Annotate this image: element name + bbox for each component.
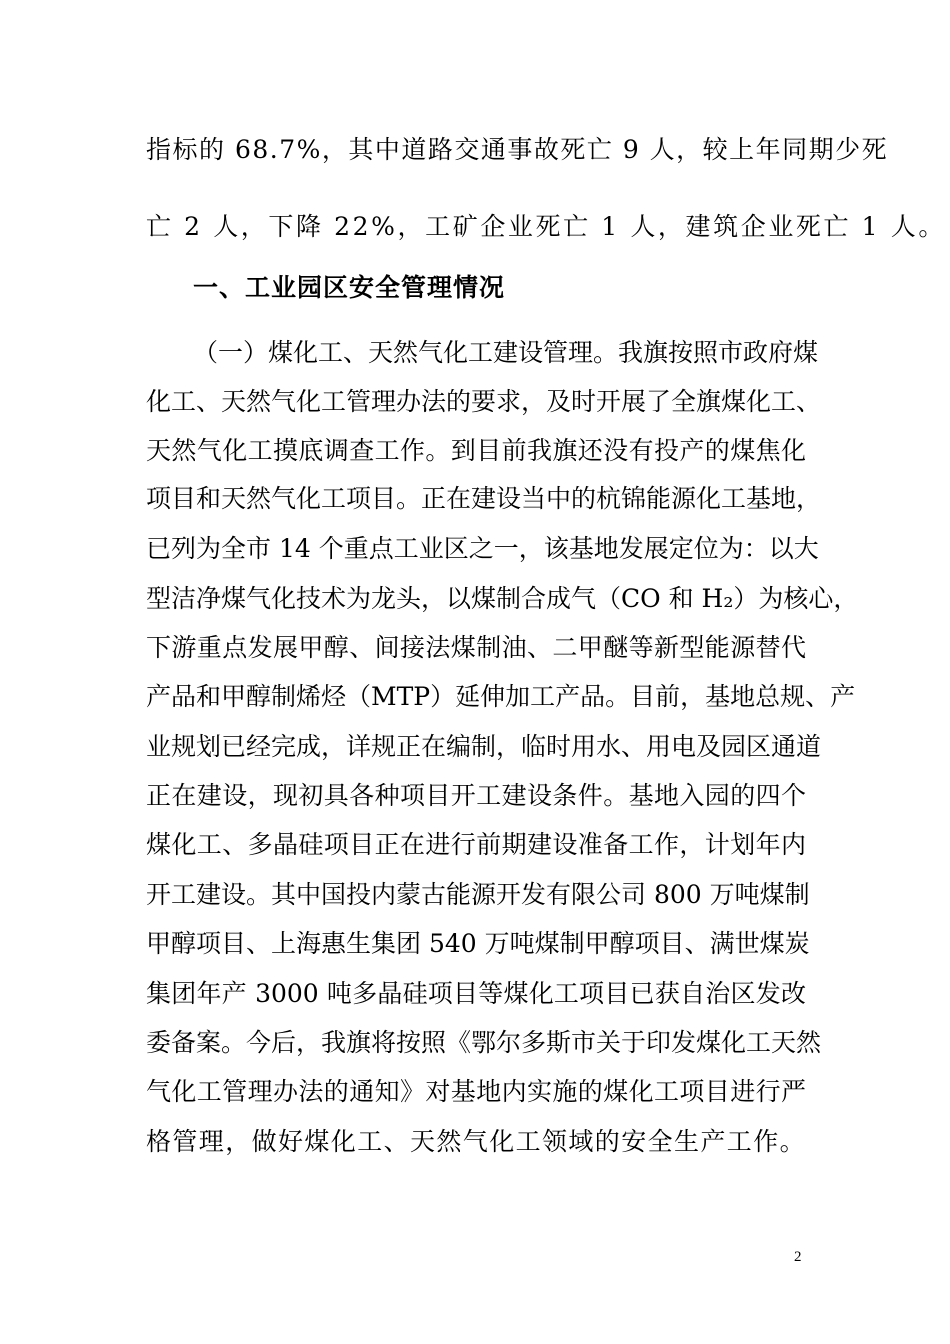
section-heading: 一、工业园区安全管理情况 xyxy=(193,273,506,302)
paragraph-line: 业规划已经完成，详规正在编制，临时用水、用电及园区通道 xyxy=(146,732,822,761)
paragraph-line: 产品和甲醇制烯烃（MTP）延伸加工产品。目前，基地总规、产 xyxy=(146,682,856,711)
paragraph-line: 已列为全市 14 个重点工业区之一，该基地发展定位为：以大 xyxy=(146,534,819,563)
paragraph-line: 开工建设。其中国投内蒙古能源开发有限公司 800 万吨煤制 xyxy=(146,880,810,909)
paragraph-line: 下游重点发展甲醇、间接法煤制油、二甲醚等新型能源替代 xyxy=(146,633,806,662)
paragraph-line: 集团年产 3000 吨多晶硅项目等煤化工项目已获自治区发改 xyxy=(146,979,806,1008)
paragraph-line: 煤化工、多晶硅项目正在进行前期建设准备工作，计划年内 xyxy=(146,830,806,859)
paragraph-line: 天然气化工摸底调查工作。到目前我旗还没有投产的煤焦化 xyxy=(146,436,806,465)
paragraph-line: 项目和天然气化工项目。正在建设当中的杭锦能源化工基地， xyxy=(146,484,822,513)
paragraph-line: 委备案。今后，我旗将按照《鄂尔多斯市关于印发煤化工天然 xyxy=(146,1028,822,1057)
intro-line-1: 指标的 68.7%，其中道路交通事故死亡 9 人，较上年同期少死 xyxy=(146,135,889,164)
paragraph-line: 化工、天然气化工管理办法的要求，及时开展了全旗煤化工、 xyxy=(146,387,822,416)
paragraph-line: 气化工管理办法的通知》对基地内实施的煤化工项目进行严 xyxy=(146,1077,806,1106)
page-number: 2 xyxy=(794,1249,802,1265)
paragraph-line: 格管理，做好煤化工、天然气化工领域的安全生产工作。 xyxy=(146,1127,807,1156)
paragraph-line: （一）煤化工、天然气化工建设管理。我旗按照市政府煤 xyxy=(193,338,819,367)
intro-line-2: 亡 2 人，下降 22%，工矿企业死亡 1 人，建筑企业死亡 1 人。 xyxy=(146,212,946,241)
paragraph-line: 甲醇项目、上海惠生集团 540 万吨煤制甲醇项目、满世煤炭 xyxy=(146,929,810,958)
paragraph-line: 型洁净煤气化技术为龙头，以煤制合成气（CO 和 H₂）为核心， xyxy=(146,584,859,613)
paragraph-line: 正在建设，现初具各种项目开工建设条件。基地入园的四个 xyxy=(146,781,806,810)
